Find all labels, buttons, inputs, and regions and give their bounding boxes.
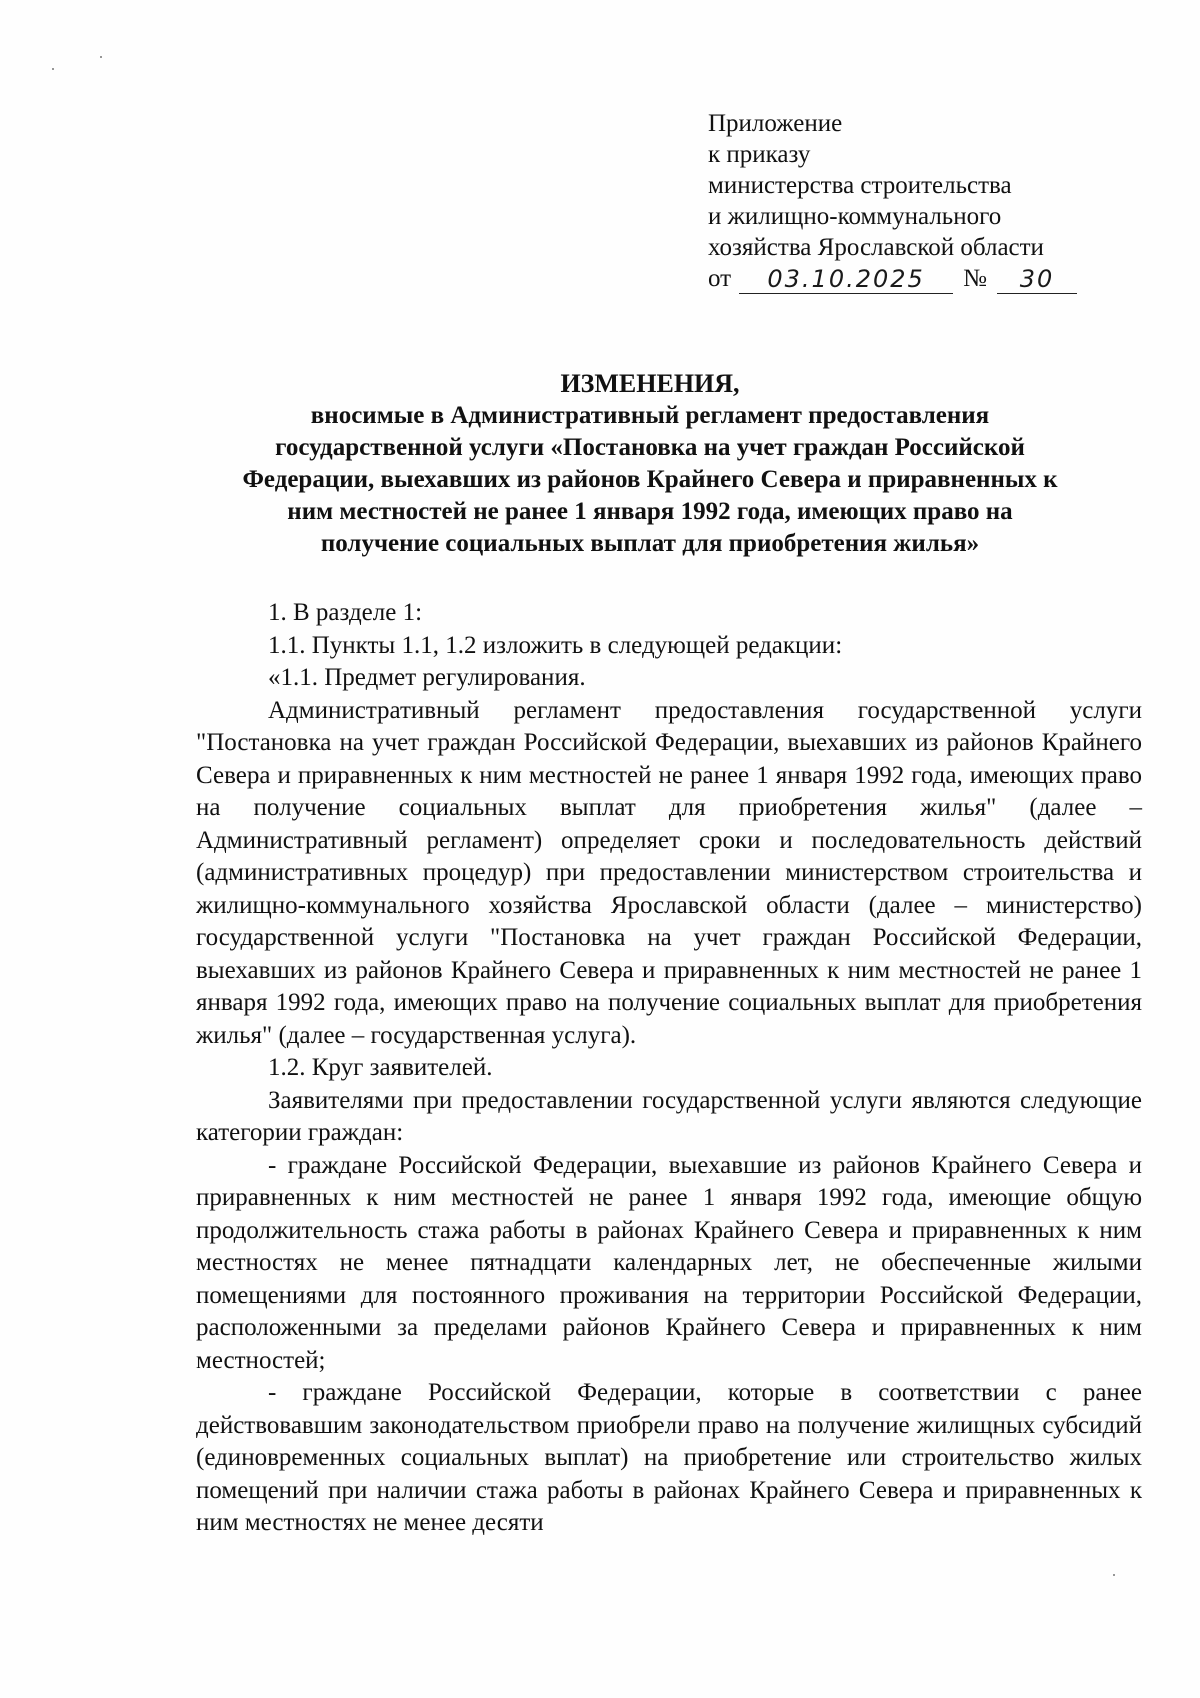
title-line: получение социальных выплат для приобретения жилья» — [320, 530, 980, 557]
title-line: ним местностей не ранее 1 января 1992 года, имеющих право на — [287, 498, 1013, 525]
appendix-line: и жилищно-коммунального — [708, 203, 1002, 230]
body-paragraph: 1.2. Круг заявителей. — [268, 1054, 493, 1081]
body-paragraph: Административный регламент предоставления государственной услуги "Постановка на учет граждан Российской Федерации, выехавших из районов Крайнего Севера и приравненных к ним местностей не ранее 1 января 1992 года, имеющих право на получение социальных выплат для приобретения жилья" (далее – Административный регламент) определяет сроки и последовательность действий (административных процедур) при предоставлении министерством строительства и жилищно-коммунального хозяйства Ярославской области (далее – министерство) государственной услуги "Постановка на учет граждан Российской Федерации, выехавших из районов Крайнего Севера и приравненных к ним местностей не ранее 1 января 1992 года, имеющих право на получение социальных выплат для приобретения жилья" (далее – государственная услуга). — [196, 696, 1142, 1049]
document-body — [196, 597, 1142, 1540]
body-paragraph: «1.1. Предмет регулирования. — [268, 664, 586, 691]
scan-speck — [52, 68, 54, 70]
body-paragraph: - граждане Российской Федерации, выехавшие из районов Крайнего Севера и приравненных к ним местностей не ранее 1 января 1992 года, имеющие общую продолжительность стажа работы в районах Крайнего Севера и приравненных к ним местностях не менее пятнадцати календарных лет, не обеспеченные жилыми помещениями для постоянного проживания на территории Российской Федерации, расположенными за пределами районов Крайнего Севера и приравненных к ним местностей; — [196, 1151, 1142, 1374]
body-paragraph: 1. В разделе 1: — [268, 599, 423, 626]
appendix-line: к приказу — [708, 141, 811, 168]
order-date-line — [708, 263, 1128, 294]
scan-speck — [100, 56, 102, 58]
document-title — [150, 368, 1150, 560]
body-paragraph: Заявителями при предоставлении государственной услуги являются следующие категории граждан: — [196, 1086, 1142, 1146]
appendix-line: хозяйства Ярославской области — [708, 234, 1044, 261]
appendix-line: министерства строительства — [708, 172, 1012, 199]
title-line: Федерации, выехавших из районов Крайнего Севера и приравненных к — [242, 466, 1058, 493]
handwritten-number: 30 — [997, 265, 1077, 294]
number-sign: № — [963, 265, 987, 292]
body-paragraph: 1.1. Пункты 1.1, 1.2 изложить в следующей редакции: — [268, 631, 843, 659]
date-prefix: от — [708, 265, 732, 292]
body-paragraph: - граждане Российской Федерации, которые в соответствии с ранее действовавшим законодательством приобрели право на получение жилищных субсидий (единовременных социальных выплат) на приобретение или строительство жилых помещений при наличии стажа работы в районах Крайнего Севера и приравненных к ним местностях не менее десяти — [196, 1379, 1142, 1536]
appendix-line: Приложение — [708, 110, 843, 137]
appendix-block — [708, 108, 1128, 294]
title-line: вносимые в Административный регламент предоставления — [310, 402, 990, 429]
title-line: государственной услуги «Постановка на учет граждан Российской — [275, 434, 1025, 461]
handwritten-date: 03.10.2025 — [739, 265, 953, 294]
scan-speck — [1113, 1574, 1115, 1576]
title-heading: ИЗМЕНЕНИЯ, — [560, 369, 740, 398]
